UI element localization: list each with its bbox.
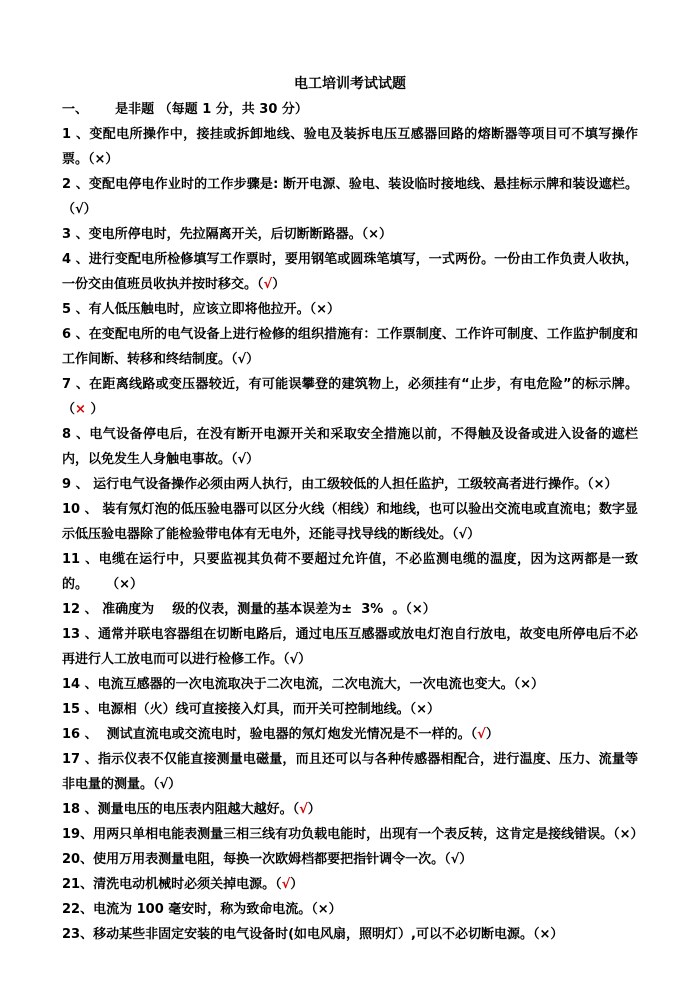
question-text: 10 、 装有氖灯泡的低压验电器可以区分火线（相线）和地线，也可以验出交流电或直流电；数字显示低压验电器除了能检验带电体有无电外，还能寻找导线的断线处。（√）: [62, 502, 638, 542]
question-text: 22、电流为 100 毫安时，称为致命电流。（×）: [62, 902, 342, 917]
question-item: [62, 247, 638, 297]
question-item: [62, 422, 638, 472]
question-item: [62, 497, 638, 547]
question-text: 3 、变电所停电时，先拉隔离开关，后切断断路器。（×）: [62, 227, 392, 242]
question-text: 9 、 运行电气设备操作必须由两人执行，由工级较低的人担任监护，工级较高者进行操作。（×）: [62, 477, 618, 492]
question-text: 17 、指示仪表不仅能直接测量电磁量，而且还可以与各种传感器相配合，进行温度、压力、流量等非电量的测量。（√）: [62, 752, 638, 792]
question-item: [62, 672, 638, 697]
question-item: [62, 297, 638, 322]
question-text: 14 、电流互感器的一次电流取决于二次电流，二次电流大，一次电流也变大。（×）: [62, 677, 545, 692]
question-text: 1 、变配电所操作中，接挂或拆卸地线、验电及装拆电压互感器回路的熔断器等项目可不填写操作票。（×）: [62, 127, 638, 167]
question-text: 13 、通常并联电容器组在切断电路后，通过电压互感器或放电灯泡自行放电，故变电所停电后不必再进行人工放电而可以进行检修工作。（√）: [62, 627, 638, 667]
question-item: [62, 547, 638, 597]
question-item: [62, 322, 638, 372]
question-item: [62, 372, 638, 422]
section-heading: 一、 是非题 （每题 1 分，共 30 分）: [62, 102, 308, 117]
question-item: [62, 922, 638, 947]
question-item: [62, 847, 638, 872]
question-item: [62, 172, 638, 222]
question-text: 8 、电气设备停电后，在没有断开电源开关和采取安全措施以前，不得触及设备或进入设备的遮栏内，以免发生人身触电事故。（√）: [62, 427, 638, 467]
question-item: [62, 622, 638, 672]
question-text: 23、移动某些非固定安装的电气设备时(如电风扇，照明灯）,可以不必切断电源。（×）: [62, 927, 564, 942]
question-text: 16 、 测试直流电或交流电时，验电器的氖灯炮发光情况是不一样的。（: [62, 727, 478, 742]
question-item: [62, 722, 638, 747]
answer-mark: ×: [75, 402, 86, 417]
question-text: 18 、测量电压的电压表内阻越大越好。（: [62, 802, 300, 817]
question-item: [62, 747, 638, 797]
question-text: 7 、在距离线路或变压器较近，有可能误攀登的建筑物上，必须挂有“止步，有电危险”的标示牌。（: [62, 377, 638, 417]
question-text: ）: [485, 727, 499, 742]
question-item: [62, 697, 638, 722]
question-text: ）: [272, 277, 286, 292]
question-item: [62, 472, 638, 497]
question-text: ）: [290, 877, 304, 892]
question-text: 21、清洗电动机械时必须关掉电源。（: [62, 877, 282, 892]
question-item: [62, 897, 638, 922]
question-text: 2 、变配电停电作业时的工作步骤是: 断开电源、验电、装设临时接地线、悬挂标示牌和装设遮栏。（√）: [62, 177, 638, 217]
answer-mark: √: [281, 877, 291, 892]
doc-title: 电工培训考试试题: [294, 76, 406, 92]
question-item: [62, 822, 644, 847]
question-text: 11 、电缆在运行中，只要监视其负荷不要超过允许值，不必监测电缆的温度，因为这两都是一致的。 （×）: [62, 552, 638, 592]
question-text: 12 、 准确度为 级的仪表，测量的基本误差为± 3% 。（×）: [62, 602, 436, 617]
question-item: [62, 222, 638, 247]
question-text: 20、使用万用表测量电阻，每换一次欧姆档都要把指针调令一次。（√）: [62, 852, 473, 867]
question-text: 15 、电源相（火）线可直接接入灯具，而开关可控制地线。（×）: [62, 702, 441, 717]
question-text: ）: [85, 402, 104, 417]
question-item: [62, 122, 638, 172]
question-text: 6 、在变配电所的电气设备上进行检修的组织措施有：工作票制度、工作许可制度、工作监护制度和工作间断、转移和终结制度。（√）: [62, 327, 638, 367]
question-text: ）: [307, 802, 321, 817]
question-text: 4 、进行变配电所检修填写工作票时，要用钢笔或圆珠笔填写，一式两份。一份由工作负责人收执，一份交由值班员收执并按时移交。（: [62, 252, 638, 292]
question-text: 19、用两只单相电能表测量三相三线有功负载电能时，出现有一个表反转，这肯定是接线错误。（×）: [62, 827, 644, 842]
answer-mark: √: [477, 727, 486, 742]
question-item: [62, 597, 638, 622]
question-item: [62, 872, 638, 897]
question-list: [62, 122, 644, 947]
question-item: [62, 797, 638, 822]
answer-mark: √: [263, 277, 273, 292]
question-text: 5 、有人低压触电时，应该立即将他拉开。（×）: [62, 302, 340, 317]
answer-mark: √: [299, 802, 308, 817]
